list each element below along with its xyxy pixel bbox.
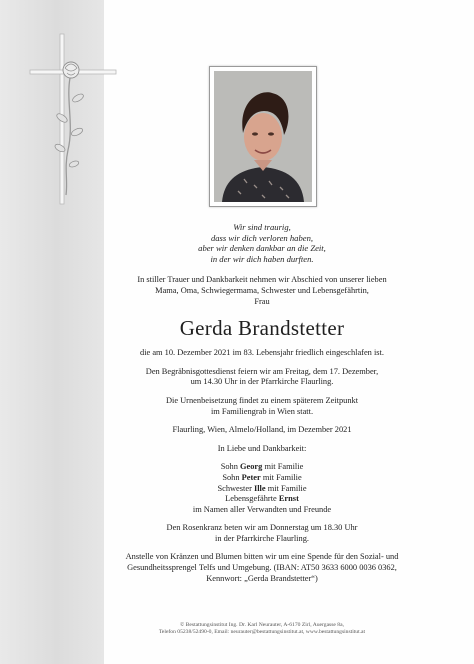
donation-line: Gesundheitssprengel Telfs und Umgebung. (IBAN: AT50 3633 6000 0036 0362, <box>127 563 397 573</box>
donation-line: Kennwort: „Gerda Brandstetter“) <box>206 573 318 583</box>
poem-line: dass wir dich verloren haben, <box>210 232 314 243</box>
urn-line: im Familiengrab in Wien statt. <box>210 406 314 416</box>
rosary-line: in der Pfarrkirche Flaurling. <box>215 533 309 543</box>
funeral-line: Den Begräbnisgottesdienst feiern wir am Freitag, dem 17. Dezember, <box>145 366 379 376</box>
family-row <box>112 462 412 473</box>
deceased-name: Gerda Brandstetter <box>179 316 345 341</box>
poem-line: Wir sind traurig, <box>233 222 291 232</box>
family-row <box>112 473 412 484</box>
family-list <box>112 462 412 515</box>
family-member-name: Georg <box>240 462 263 472</box>
family-relation: Sohn <box>220 462 241 472</box>
poem <box>112 222 412 264</box>
intro-line: In stiller Trauer und Dankbarkeit nehmen wir Abschied von unserer lieben <box>137 275 387 285</box>
photo-frame <box>209 66 317 207</box>
family-relation: Sohn <box>222 472 242 482</box>
place-date: Flaurling, Wien, Almelo/Holland, im Dezember 2021 <box>172 425 352 435</box>
family-row <box>112 484 412 495</box>
urn-paragraph <box>112 396 412 417</box>
funeral-line: um 14.30 Uhr in der Pfarrkirche Flaurling. <box>190 377 334 387</box>
footer-line: © Bestattungsinstitut Ing. Dr. Karl Neurauter, A-6170 Zirl, Auergasse 8a, <box>180 622 344 628</box>
footer-line: Telefon 05238/52490-0, Email: neurauter@bestattungsinstitut.at, www.bestattungsinstitut.at <box>158 629 366 635</box>
portrait-photo <box>214 71 312 202</box>
intro-line: Mama, Oma, Schwiegermama, Schwester und Lebensgefährtin, <box>155 285 369 295</box>
obituary-text <box>112 222 412 584</box>
intro-line: Frau <box>254 296 270 306</box>
family-relation: Lebensgefährte <box>225 494 279 504</box>
family-suffix: mit Familie <box>260 472 302 482</box>
poem-line: aber wir denken dankbar an die Zeit, <box>198 243 326 254</box>
urn-line: Die Urnenbeisetzung findet zu einem späterem Zeitpunkt <box>165 395 359 405</box>
intro-paragraph <box>112 275 412 307</box>
family-member-name: Ernst <box>278 494 299 504</box>
love-line: In Liebe und Dankbarkeit: <box>217 443 307 453</box>
rosary-line: Den Rosenkranz beten wir am Donnerstag um 18.30 Uhr <box>166 523 358 533</box>
rosary-paragraph <box>112 523 412 544</box>
family-member-name: Peter <box>241 472 261 482</box>
donation-line: Anstelle von Kränzen und Blumen bitten wir um eine Spende für den Sozial- und <box>125 552 399 562</box>
donation-paragraph <box>112 552 412 584</box>
footer-imprint <box>112 622 412 636</box>
cross-with-rose-icon <box>22 30 122 210</box>
family-suffix: mit Familie <box>262 462 304 472</box>
family-member-name: Ille <box>253 483 266 493</box>
family-suffix: mit Familie <box>265 483 307 493</box>
poem-line: in der wir dich haben durften. <box>210 253 314 264</box>
family-relation: Schwester <box>217 483 254 493</box>
family-row: im Namen aller Verwandten und Freunde <box>192 504 332 514</box>
death-notice: die am 10. Dezember 2021 im 83. Lebensjahr friedlich eingeschlafen ist. <box>140 348 384 358</box>
funeral-paragraph <box>112 367 412 388</box>
family-row <box>112 494 412 505</box>
